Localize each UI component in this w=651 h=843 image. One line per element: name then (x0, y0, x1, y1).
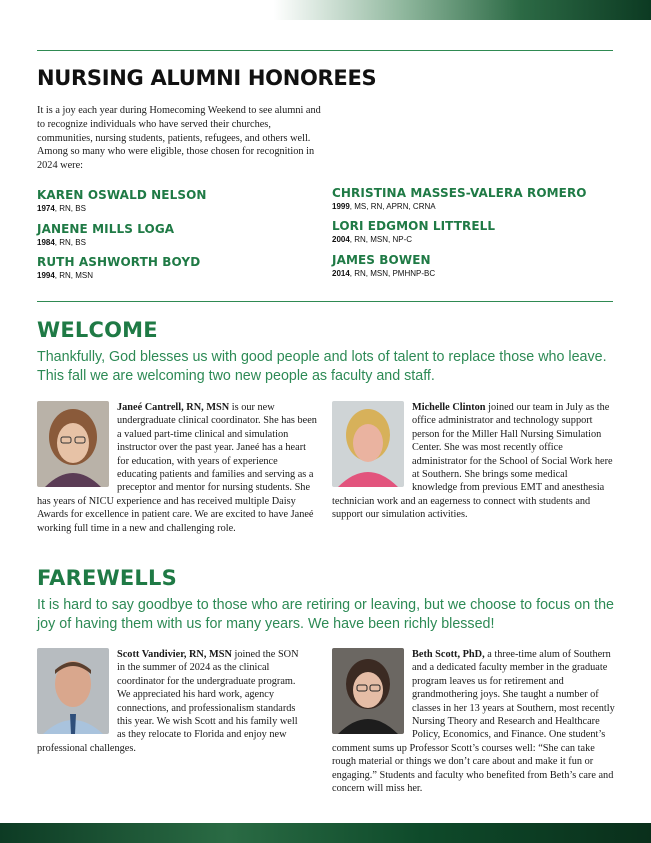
honoree-name: RUTH ASHWORTH BOYD (37, 255, 201, 269)
honoree-credentials (332, 201, 587, 212)
honoree-year: 1994 (37, 271, 55, 280)
honoree-year: 1974 (37, 204, 55, 213)
person-name: Beth Scott, PhD, (412, 649, 485, 660)
honoree-degrees: , RN, BS (54, 238, 86, 247)
intro-dropcap: I (37, 105, 41, 116)
farewell-bio-scott (332, 648, 615, 795)
honoree-name: KAREN OSWALD NELSON (37, 188, 207, 202)
portrait-photo (332, 401, 404, 487)
honoree-credentials (37, 270, 200, 281)
top-divider (37, 50, 613, 51)
bottom-decorative-band (0, 823, 651, 843)
farewell-bio-vandivier (37, 648, 307, 755)
honoree-degrees: , RN, MSN (54, 271, 94, 280)
honoree-degrees: , MS, RN, APRN, CRNA (349, 202, 436, 211)
welcome-bio-cantrell (37, 401, 320, 535)
person-name: Michelle Clinton (412, 402, 486, 413)
person-bio: a three-time alum of Southern and a dedicated faculty member in the graduate program leaves us for retirement and grandmothering joys. She taught a number of classes in her 13 years at Southern, most recently Nursing Theory and Research and Healthcare Policy, Economics, and Finance. One student’s comment sums up Professor Scott’s courses well: “She can take rough material or things we don’t care about and make it fun or engaging.” Students and faculty who benefited from Beth’s care and concern will miss her. (332, 649, 615, 795)
honoree-name: JANENE MILLS LOGA (37, 222, 175, 236)
intro-paragraph (37, 104, 322, 173)
honoree-credentials (37, 203, 207, 214)
portrait-photo (332, 648, 404, 734)
welcome-heading: WELCOME (37, 318, 158, 342)
honoree-year: 1999 (332, 202, 350, 211)
section-divider (37, 301, 613, 302)
honoree-credentials (37, 237, 174, 248)
honoree-name: CHRISTINA MASSES-VALERA ROMERO (332, 186, 587, 200)
honoree-credentials (332, 268, 435, 279)
person-bio: joined our team in July as the office administrator and technology support person for the Miller Hall Nursing Simulation Center. She was most recently office administrator for the School of Social Work here at Southern. She brings some medical knowledge from previous EMT and anesthesia technician work and an eagerness to connect with students and support our simulation activities. (332, 402, 613, 521)
honoree-degrees: , RN, MSN, PMHNP-BC (349, 269, 436, 278)
honoree-item (37, 222, 174, 248)
honoree-degrees: , RN, MSN, NP-C (349, 235, 413, 244)
person-name: Scott Vandivier, RN, MSN (117, 649, 232, 660)
portrait-photo (37, 401, 109, 487)
person-name: Janeé Cantrell, RN, MSN (117, 402, 230, 413)
honoree-item (37, 255, 200, 281)
welcome-lead: Thankfully, God blesses us with good people and lots of talent to replace those who leave. This fall we are welcoming two new people as faculty and staff. (37, 349, 607, 384)
honoree-year: 2014 (332, 269, 350, 278)
welcome-bio-clinton (332, 401, 615, 522)
honoree-item (332, 186, 587, 212)
honoree-name: LORI EDGMON LITTRELL (332, 219, 496, 233)
person-bio: joined the SON in the summer of 2024 as the clinical coordinator for the undergraduate program. We appreciated his hard work, agency connections, and professionalism standards this year. We wish Scott and his family well as they relocate to Florida and enjoy new professional challenges. (37, 649, 299, 754)
portrait-photo (37, 648, 109, 734)
honoree-credentials (332, 234, 495, 245)
honoree-name: JAMES BOWEN (332, 253, 431, 267)
person-bio: is our new undergraduate clinical coordinator. She has been a valued part-time clinical and simulation instructor over the past year. Janeé has a heart for education, with years of experience educating patients and families and serving as a preceptor and mentor for nursing students. She has years of NICU experience and has received multiple Daisy Awards for excellence in patient care. We are excited to have Janeé working full time in a new and challenging role. (37, 402, 317, 534)
honoree-item (332, 219, 495, 245)
page-title: NURSING ALUMNI HONOREES (37, 66, 377, 90)
honoree-degrees: , RN, BS (54, 204, 86, 213)
honoree-year: 2004 (332, 235, 350, 244)
honoree-item (332, 253, 435, 279)
farewells-lead: It is hard to say goodbye to those who are retiring or leaving, but we choose to focus on the joy of having them with us for many years. We have been richly blessed! (37, 597, 614, 632)
intro-text: t is a joy each year during Homecoming Weekend to see alumni and to recognize individuals who have served their churches, communities, nursing students, patients, refugees, and others well. Among so many who were eligible, those chosen for recognition in 2024 were: (37, 105, 321, 172)
farewells-heading: FAREWELLS (37, 566, 177, 590)
honoree-year: 1984 (37, 238, 55, 247)
honoree-item (37, 188, 207, 214)
top-decorative-band (0, 0, 651, 20)
